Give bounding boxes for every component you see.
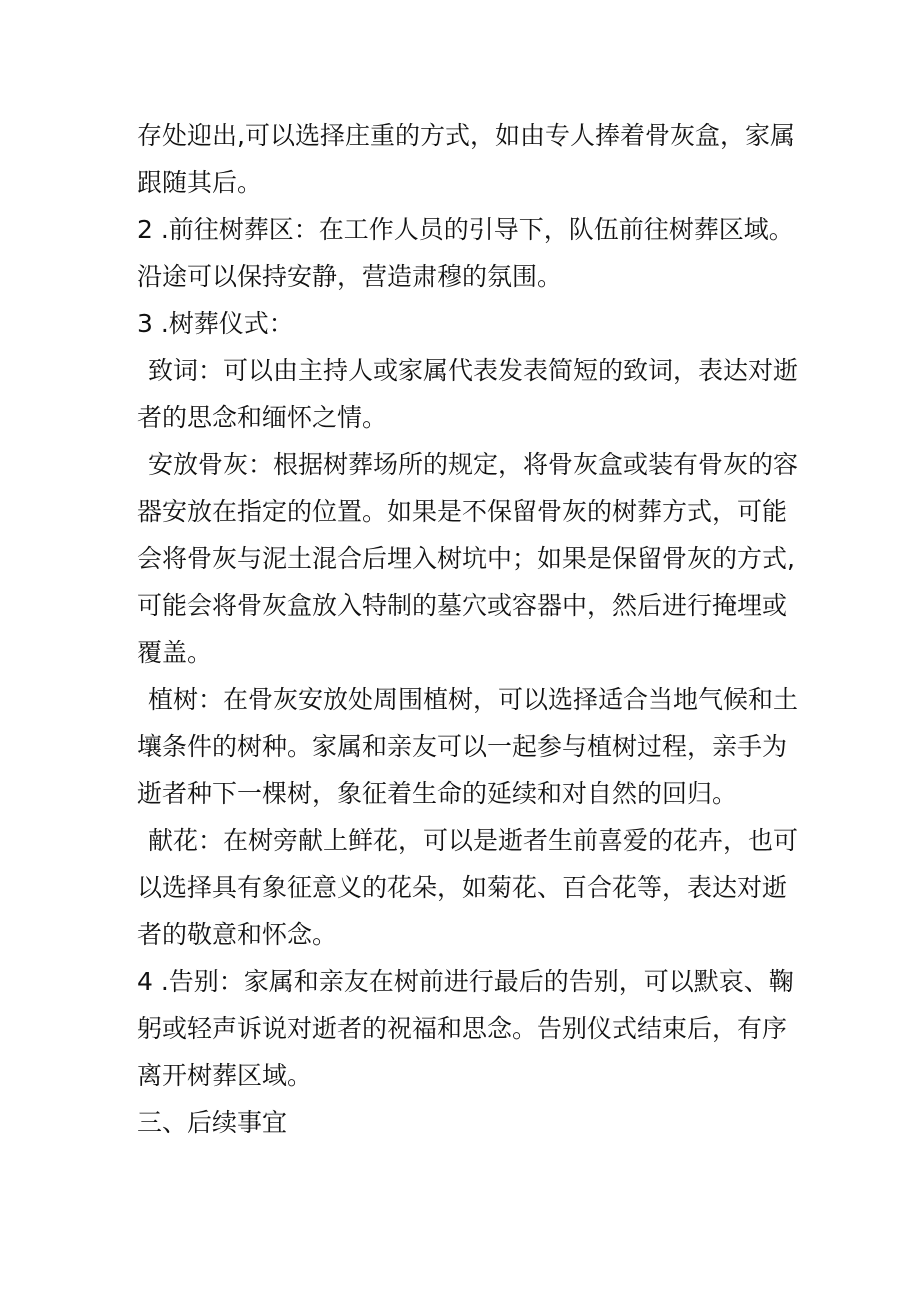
section-heading: 三、后续事宜 [137, 1108, 288, 1137]
subitem-speech: 致词：可以由主持人或家属代表发表简短的致词，表达对逝 [148, 356, 799, 385]
text-line: 离开树葬区域。 [137, 1061, 313, 1090]
text-line: 逝者种下一棵树，象征着生命的延续和对自然的回归。 [137, 779, 738, 808]
text-line: 者的思念和缅怀之情。 [137, 403, 388, 432]
step-heading-4: 4 .告别：家属和亲友在树前进行最后的告别，可以默哀、鞠 [137, 967, 794, 996]
subitem-place-ashes: 安放骨灰：根据树葬场所的规定，将骨灰盒或装有骨灰的容 [148, 450, 799, 479]
subitem-plant-tree: 植树：在骨灰安放处周围植树，可以选择适合当地气候和土 [148, 685, 799, 714]
document-body [137, 112, 799, 1146]
text-line: 存处迎出,可以选择庄重的方式，如由专人捧着骨灰盒，家属 [137, 121, 795, 150]
text-line: 会将骨灰与泥土混合后埋入树坑中；如果是保留骨灰的方式, [137, 544, 795, 573]
subitem-offer-flowers: 献花：在树旁献上鲜花，可以是逝者生前喜爱的花卉，也可 [148, 826, 799, 855]
text-line: 跟随其后。 [137, 168, 263, 197]
text-line: 覆盖。 [137, 638, 213, 667]
text-line: 沿途可以保持安静，营造肃穆的氛围。 [137, 262, 563, 291]
text-line: 壤条件的树种。家属和亲友可以一起参与植树过程，亲手为 [137, 732, 788, 761]
step-heading-2: 2 .前往树葬区：在工作人员的引导下，队伍前往树葬区域。 [137, 215, 794, 244]
text-line: 可能会将骨灰盒放入特制的墓穴或容器中，然后进行掩埋或 [137, 591, 788, 620]
text-line: 器安放在指定的位置。如果是不保留骨灰的树葬方式，可能 [137, 497, 788, 526]
text-line: 者的敬意和怀念。 [137, 920, 338, 949]
text-line: 以选择具有象征意义的花朵，如菊花、百合花等，表达对逝 [137, 873, 788, 902]
step-heading-3: 3 .树葬仪式： [137, 309, 294, 338]
text-line: 躬或轻声诉说对逝者的祝福和思念。告别仪式结束后，有序 [137, 1014, 788, 1043]
